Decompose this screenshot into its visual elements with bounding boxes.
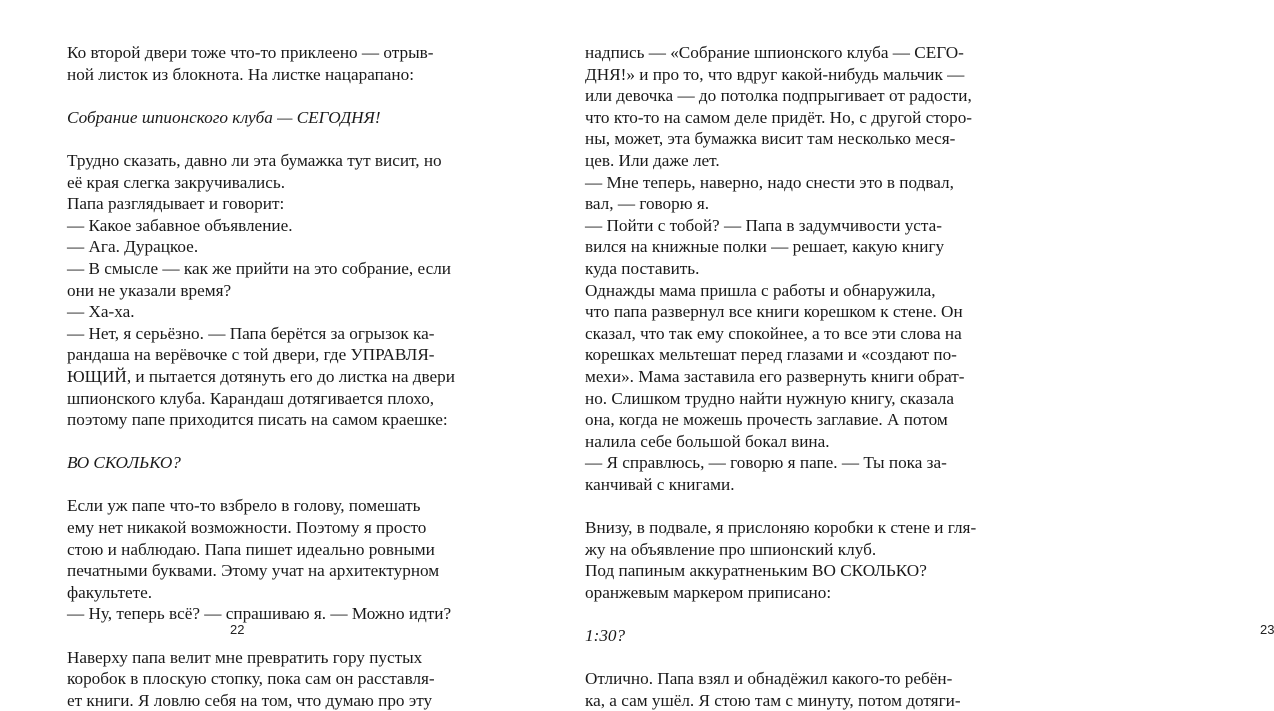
text-line: — Нет, я серьёзно. — Папа берётся за огрызок ка- xyxy=(67,323,435,343)
text-line: 1:30? xyxy=(585,626,626,646)
left-page xyxy=(0,0,500,710)
text-line: — Ага. Дурацкое. xyxy=(67,237,199,257)
text-line: Трудно сказать, давно ли эта бумажка тут висит, но xyxy=(67,150,442,170)
text-line: — Я справлюсь, — говорю я папе. — Ты пока за- xyxy=(585,453,947,473)
text-line: ка, а сам ушёл. Я стою там с минуту, потом дотяги- xyxy=(585,690,961,710)
text-line: куда поставить. xyxy=(585,258,700,278)
paragraph-gap xyxy=(585,495,976,517)
text-line: Наверху папа велит мне превратить гору пустых xyxy=(67,647,423,667)
text-line: — Мне теперь, наверно, надо снести это в подвал, xyxy=(585,172,954,192)
text-line: стою и наблюдаю. Папа пишет идеально ровными xyxy=(67,539,435,559)
text-line: Ко второй двери тоже что-то приклеено — отрыв- xyxy=(67,43,434,62)
text-line: факультете. xyxy=(67,582,153,602)
text-line: коробок в плоскую стопку, пока сам он расставля- xyxy=(67,669,435,689)
text-line: поэтому папе приходится писать на самом краешке: xyxy=(67,410,448,430)
text-line: — В смысле — как же прийти на это собрание, если xyxy=(67,258,451,278)
text-line: — Ну, теперь всё? — спрашиваю я. — Можно идти? xyxy=(67,604,452,624)
text-line: ВО СКОЛЬКО? xyxy=(67,453,181,473)
paragraph-gap xyxy=(67,474,455,496)
text-line: ны, может, эта бумажка висит там несколько меся- xyxy=(585,129,956,149)
text-line: шпионского клуба. Карандаш дотягивается плохо, xyxy=(67,388,435,408)
text-line: цев. Или даже лет. xyxy=(585,150,720,170)
text-line: вился на книжные полки — решает, какую книгу xyxy=(585,237,945,257)
text-line: Внизу, в подвале, я прислоняю коробки к стене и гля- xyxy=(585,518,977,538)
text-line: Отлично. Папа взял и обнадёжил какого-то ребён- xyxy=(585,669,953,689)
right-page-text xyxy=(585,42,976,711)
text-line: Однажды мама пришла с работы и обнаружила, xyxy=(585,280,936,300)
text-line: надпись — «Собрание шпионского клуба — СЕГО- xyxy=(585,43,964,62)
text-line: канчивай с книгами. xyxy=(585,474,735,494)
paragraph-gap xyxy=(67,625,455,647)
text-line: мехи». Мама заставила его развернуть книги обрат- xyxy=(585,366,965,386)
text-line: печатными буквами. Этому учат на архитектурном xyxy=(67,561,440,581)
left-page-text xyxy=(67,42,455,711)
text-line: но. Слишком трудно найти нужную книгу, сказала xyxy=(585,388,954,408)
paragraph-gap xyxy=(585,603,976,625)
text-line: налила себе большой бокал вина. xyxy=(585,431,830,451)
text-line: — Пойти с тобой? — Папа в задумчивости уста- xyxy=(585,215,942,235)
text-line: жу на объявление про шпионский клуб. xyxy=(585,539,877,559)
text-line: рандаша на верёвочке с той двери, где УПРАВЛЯ- xyxy=(67,345,435,365)
text-line: или девочка — до потолка подпрыгивает от радости, xyxy=(585,86,972,106)
text-line: Собрание шпионского клуба — СЕГОДНЯ! xyxy=(67,107,381,127)
text-line: ЮЩИЙ, и пытается дотянуть его до листка на двери xyxy=(67,366,455,386)
paragraph-gap xyxy=(67,431,455,453)
text-line: ДНЯ!» и про то, что вдруг какой-нибудь мальчик — xyxy=(585,64,965,84)
text-line: ет книги. Я ловлю себя на том, что думаю про эту xyxy=(67,690,433,710)
paragraph-gap xyxy=(67,128,455,150)
page-number-right: 23 xyxy=(1260,622,1274,637)
text-line: Если уж папе что-то взбрело в голову, помешать xyxy=(67,496,421,516)
page-number-left: 22 xyxy=(230,622,245,637)
text-line: они не указали время? xyxy=(67,280,232,300)
text-line: оранжевым маркером приписано: xyxy=(585,582,832,602)
text-line: она, когда не можешь прочесть заглавие. А потом xyxy=(585,410,948,430)
text-line: что кто-то на самом деле придёт. Но, с другой сторо- xyxy=(585,107,973,127)
text-line: Папа разглядывает и говорит: xyxy=(67,194,285,214)
text-line: ему нет никакой возможности. Поэтому я просто xyxy=(67,518,427,538)
text-line: ной листок из блокнота. На листке нацарапано: xyxy=(67,64,414,84)
text-line: сказал, что так ему спокойнее, а то все эти слова на xyxy=(585,323,962,343)
text-line: — Какое забавное объявление. xyxy=(67,215,293,235)
text-line: вал, — говорю я. xyxy=(585,194,710,214)
text-line: её края слегка закручивались. xyxy=(67,172,286,192)
text-line: Под папиным аккуратненьким ВО СКОЛЬКО? xyxy=(585,561,927,581)
paragraph-gap xyxy=(67,85,455,107)
text-line: — Ха-ха. xyxy=(67,302,135,322)
text-line: корешках мельтешат перед глазами и «создают по- xyxy=(585,345,957,365)
text-line: что папа развернул все книги корешком к стене. Он xyxy=(585,302,963,322)
paragraph-gap xyxy=(585,647,976,669)
